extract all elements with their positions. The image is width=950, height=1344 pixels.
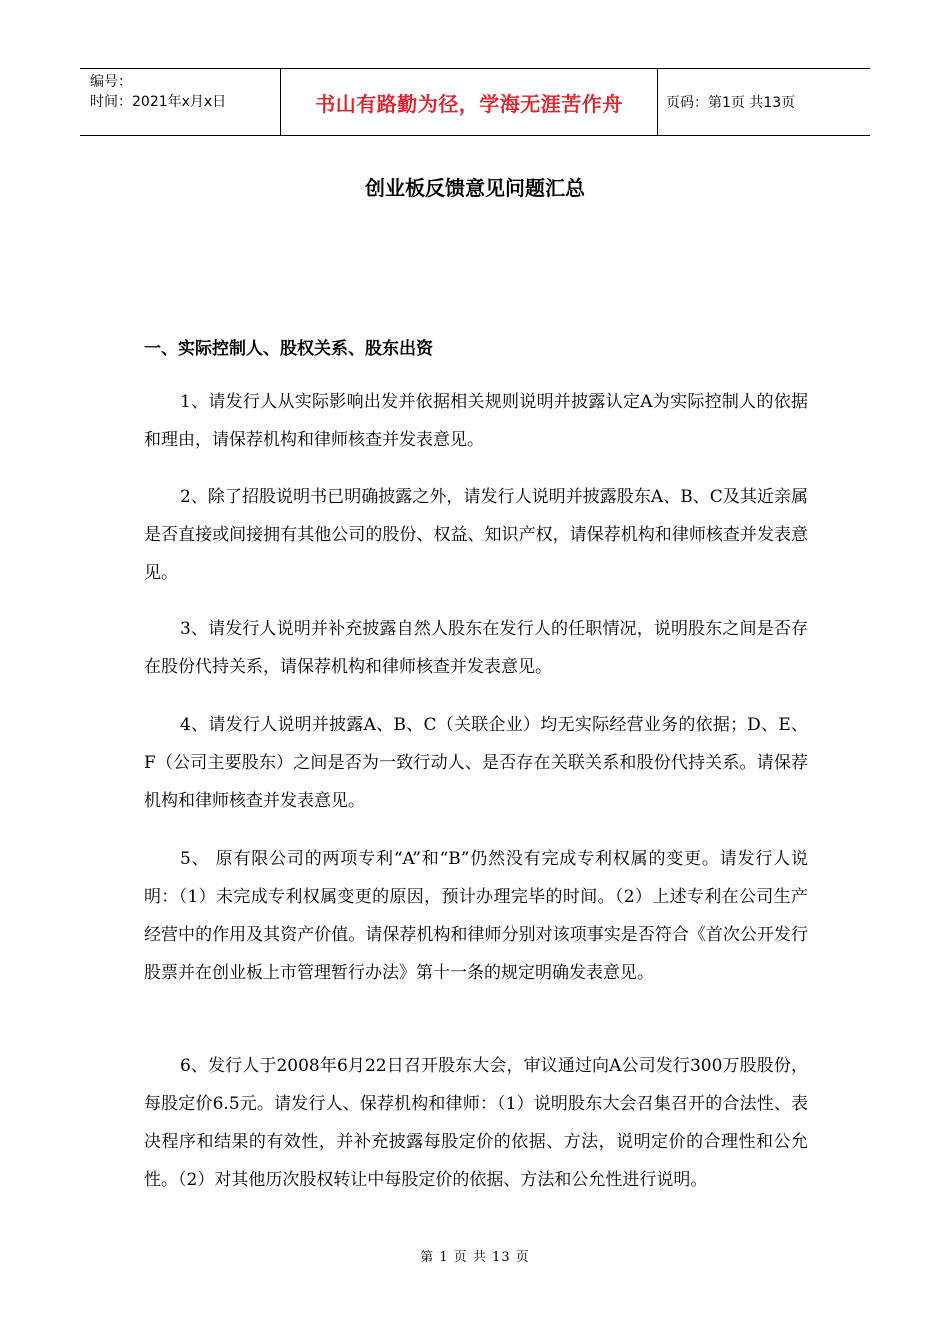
paragraph-5: 5、 原有限公司的两项专利“A”和“B”仍然没有完成专利权属的变更。请发行人说明：（1）未完成专利权属变更的原因，预计办理完毕的时间。（2）上述专利在公司生产经营中的作用及其资产价值。请保荐机构和律师分别对该项事实是否符合《首次公开发行股票并在创业板上市管理暂行办法》第十一条的规定明确发表意见。 <box>144 849 808 983</box>
document-time-label: 时间：2021年x月x日 <box>90 94 227 110</box>
paragraph-2: 2、除了招股说明书已明确披露之外，请发行人说明并披露股东A、B、C及其近亲属是否直接或间接拥有其他公司的股份、权益、知识产权，请保荐机构和律师核查并发表意见。 <box>144 487 808 583</box>
header-page-info: 页码：第1页 共13页 <box>666 95 796 111</box>
paragraph-6: 6、发行人于2008年6月22日召开股东大会，审议通过向A公司发行300万股股份，每股定价6.5元。请发行人、保荐机构和律师：（1）说明股东大会召集召开的合法性、表决程序和结果的有效性，并补充披露每股定价的依据、方法，说明定价的合理性和公允性。（2）对其他历次股权转让中每股定价的依据、方法和公允性进行说明。 <box>144 1056 808 1190</box>
paragraph-4: 4、请发行人说明并披露A、B、C（关联企业）均无实际经营业务的依据；D、E、F（公司主要股东）之间是否为一致行动人、是否存在关联关系和股份代持关系。请保荐机构和律师核查并发表意见。 <box>144 715 808 811</box>
header-meta <box>80 69 281 135</box>
section-heading: 一、实际控制人、股权关系、股东出资 <box>144 339 433 359</box>
page-footer: 第 1 页 共 13 页 <box>420 1250 530 1265</box>
header-motto: 书山有路勤为径，学海无涯苦作舟 <box>281 69 658 135</box>
paragraph-3: 3、请发行人说明并补充披露自然人股东在发行人的任职情况，说明股东之间是否存在股份代持关系，请保荐机构和律师核查并发表意见。 <box>144 619 808 677</box>
page-header <box>80 68 870 136</box>
document-number-label: 编号： <box>90 74 132 90</box>
document-title: 创业板反馈意见问题汇总 <box>365 176 585 200</box>
paragraph-1: 1、请发行人从实际影响出发并依据相关规则说明并披露认定A为实际控制人的依据和理由，请保荐机构和律师核查并发表意见。 <box>144 392 808 450</box>
